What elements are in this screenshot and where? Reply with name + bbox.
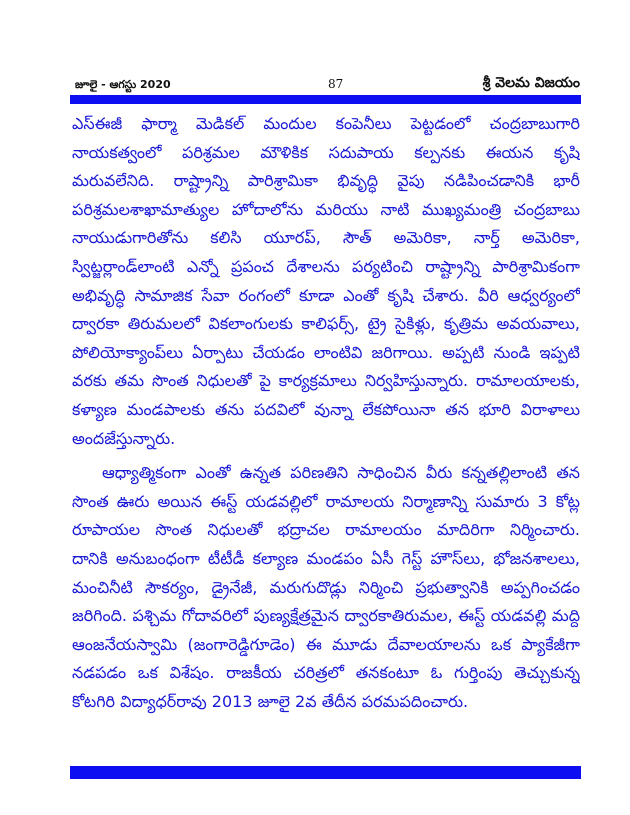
- issue-date: జూలై - ఆగస్టు 2020: [75, 78, 171, 91]
- text-line: పోలియోక్యాంప్‌లు ఏర్పాటు చేయడం లాంటివి జరిగాయి. అప్పటి నుండి ఇప్పటి: [72, 342, 580, 362]
- text-line: నాయుడుగారితోను కలిసి యూరప్, సౌత్ అమెరికా, నార్త్ అమెరికా,: [72, 228, 580, 248]
- text-line: మరువలేనిది. రాష్ట్రాన్ని పారిశ్రామికా భివృద్ధి వైపు నడిపించడానికి భారీ: [72, 171, 580, 191]
- text-line: రూపాయల సొంత నిధులతో భద్రాచల రామాలయం మాదిరిగా నిర్మించారు.: [72, 520, 580, 540]
- text-line: ఎస్ఈజీ ఫార్మా మెడికల్ మందుల కంపెనీలు పెట్టడంలో చంద్రబాబుగారి: [72, 114, 580, 133]
- text-line: కోటగిరి విద్యాధర్‌రావు 2013 జూలై 2వ తేదీన పరమపదించారు.: [72, 691, 469, 711]
- text-line: స్విట్జర్లాండ్‌లాంటి ఎన్నో ప్రపంచ దేశాలను పర్యటించి రాష్ట్రాన్ని పారిశ్రామికంగా: [72, 256, 580, 276]
- paragraph-2: [72, 459, 580, 716]
- text-line: ఆంజనేయస్వామి (జంగారెడ్డిగూడెం) ఈ మూడు దేవాలయాలను ఒక ప్యాకేజీగా: [72, 634, 580, 654]
- magazine-title: శ్రీ వెలమ విజయం: [482, 75, 580, 91]
- text-line: ఆధ్యాత్మికంగా ఎంతో ఉన్నత పరిణతిని సాధించిన వీరు కన్నతల్లిలాంటి తన: [102, 463, 580, 483]
- text-line: నాయకత్వంలో పరిశ్రమల మౌళికిక సదుపాయ కల్పనకు ఈయన కృషి: [72, 142, 580, 162]
- text-line: వరకు తమ సొంత నిధులతో పై కార్యక్రమాలు నిర్వహిస్తున్నారు. రామాలయాలకు,: [72, 371, 580, 391]
- text-line: అభివృద్ధి సామాజిక సేవా రంగంలో కూడా ఎంతో కృషి చేశారు. వీరి ఆధ్వర్యంలో: [72, 285, 580, 305]
- text-line: పరిశ్రమలశాఖామాత్యుల హోదాలోను మరియు నాటి ముఖ్యమంత్రి చంద్రబాబు: [72, 199, 580, 219]
- text-line: మంచినీటి సౌకర్యం, డ్రైనేజీ, మరుగుదొడ్లు నిర్మించి ప్రభుత్వానికి అప్పగించడం: [72, 577, 580, 597]
- page-header: [73, 77, 580, 97]
- text-line: సొంత ఊరు అయిన ఈస్ట్ యడవల్లిలో రామాలయ నిర్మాణాన్ని సుమారు 3 కోట్ల: [72, 491, 580, 511]
- text-line: జరిగింది. పశ్చిమ గోదావరిలో పుణ్యక్షేత్రమైన ద్వారకాతిరుమల, ఈస్ట్ యడవల్లి మద్ది: [72, 606, 580, 626]
- text-line: దానికి అనుబంధంగా టీటీడీ కల్యాణ మండపం ఏసీ గెస్ట్ హౌస్‌లు, భోజనశాలలు,: [72, 548, 580, 568]
- footer-rule: [70, 766, 581, 779]
- paragraph-1: [72, 110, 580, 453]
- article-body: [72, 110, 580, 716]
- page-number: 87: [328, 77, 344, 91]
- text-line: నడపడం ఒక విశేషం. రాజకీయ చరిత్రలో తనకంటూ ఓ గుర్తింపు తెచ్చుకున్న: [72, 663, 580, 683]
- header-rule: [70, 95, 581, 104]
- text-line: ద్వారకా తిరుమలలో వికలాంగులకు కాలిఫర్స్, ట్రై సైకిళ్లు, కృత్రిమ అవయవాలు,: [72, 314, 580, 334]
- text-line: అందజేస్తున్నారు.: [72, 428, 176, 448]
- text-line: కళ్యాణ మండపాలకు తను పదవిలో వున్నా లేకపోయినా తన భూరి విరాళాలు: [72, 399, 580, 419]
